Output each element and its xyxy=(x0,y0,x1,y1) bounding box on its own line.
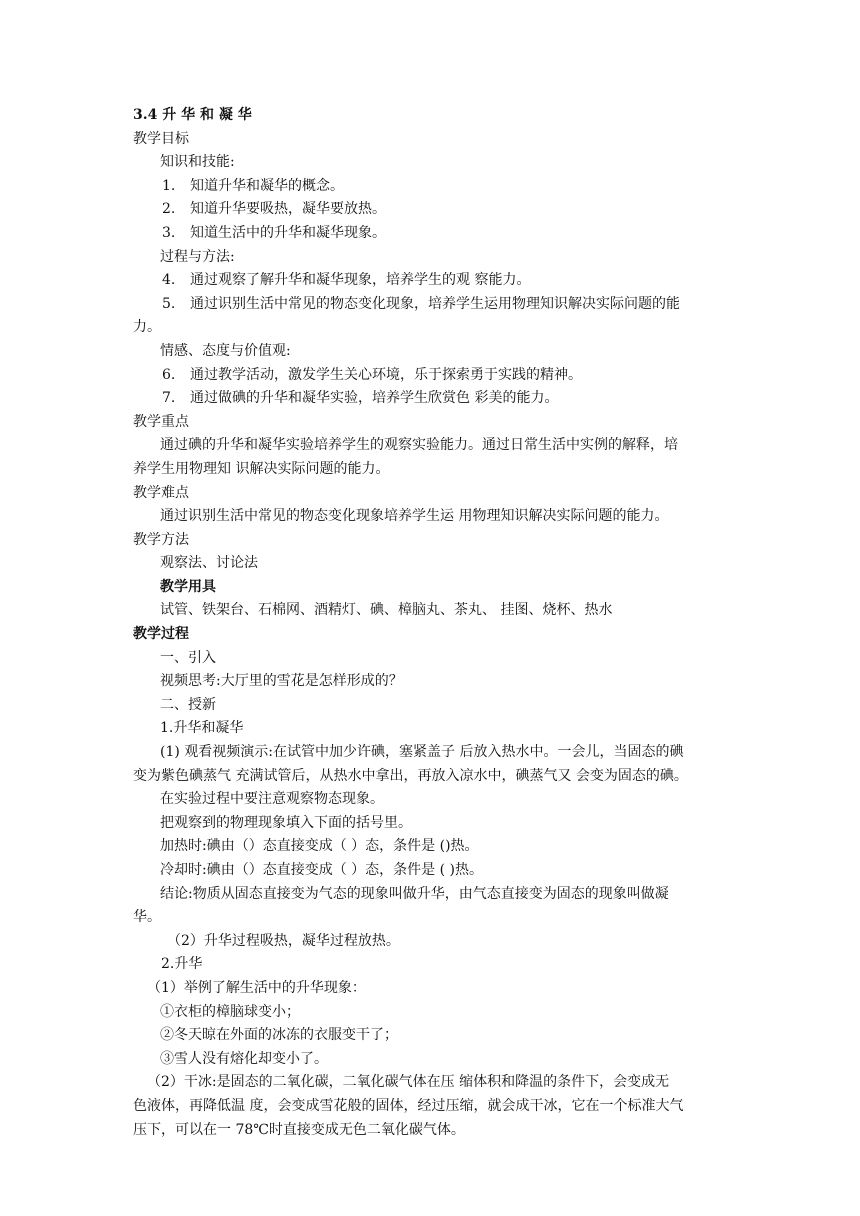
paragraph: 把观察到的物理现象填入下面的括号里。 xyxy=(160,814,412,831)
paragraph: （2）升华过程吸热，凝华过程放热。 xyxy=(167,932,400,949)
objectives-heading: 教学目标 xyxy=(133,130,189,147)
subsection-title: 1.升华和凝华 xyxy=(160,720,244,737)
paragraph: 在实验过程中要注意观察物态现象。 xyxy=(160,791,384,808)
paragraph: （1）举例了解生活中的升华现象： xyxy=(147,979,366,996)
heating-line: 加热时:碘由（）态直接变成（ ）态，条件是 ()热。 xyxy=(160,838,479,855)
list-item: 3. 知道生活中的升华和凝华现象。 xyxy=(162,224,386,241)
paragraph: (1) 观看视频演示:在试管中加少许碘，塞紧盖子 后放入热水中。一会儿，当固态的碘 xyxy=(160,744,684,761)
methods-text: 观察法、讨论法 xyxy=(160,555,258,572)
list-item: ②冬天晾在外面的冰冻的衣服变干了； xyxy=(160,1027,398,1044)
intro-text: 视频思考:大厅里的雪花是怎样形成的？ xyxy=(160,673,403,690)
emotion-heading: 情感、态度与价值观: xyxy=(160,342,291,359)
cooling-line: 冷却时:碘由（）态直接变成（ ）态，条件是 ( )热。 xyxy=(160,862,483,878)
document-body xyxy=(133,104,733,1142)
list-item-continuation: 力。 xyxy=(133,319,161,336)
list-item: 4. 通过观察了解升华和凝华现象，培养学生的观 察能力。 xyxy=(162,272,531,289)
difficulty-text: 通过识别生活中常见的物态变化现象培养学生运 用物理知识解决实际问题的能力。 xyxy=(160,508,669,525)
list-item: 5. 通过识别生活中常见的物态变化现象，培养学生运用物理知识解决实际问题的能 xyxy=(162,295,680,312)
conclusion: 结论:物质从固态直接变为气态的现象叫做升华，由气态直接变为固态的现象叫做凝 xyxy=(160,885,669,902)
key-points-text: 通过碘的升华和凝华实验培养学生的观察实验能力。通过日常生活中实例的解释，培 xyxy=(160,437,678,454)
dry-ice-paragraph: （2）干冰:是固态的二氧化碳，二氧化碳气体在压 缩体积和降温的条件下，会变成无 xyxy=(147,1074,670,1091)
intro-heading: 一、引入 xyxy=(160,649,216,666)
new-heading: 二、授新 xyxy=(160,696,216,713)
tools-text: 试管、铁架台、石棉网、酒精灯、碘、樟脑丸、茶丸、 挂图、烧杯、热水 xyxy=(160,602,613,619)
methods-heading: 教学方法 xyxy=(133,531,189,548)
process-heading: 过程与方法: xyxy=(160,248,235,265)
knowledge-heading: 知识和技能: xyxy=(160,154,235,171)
paragraph-cont: 变为紫色碘蒸气 充满试管后，从热水中拿出，再放入凉水中，碘蒸气又 会变为固态的碘。 xyxy=(133,767,688,784)
list-item: 6. 通过教学活动，激发学生关心环境，乐于探索勇于实践的精神。 xyxy=(162,366,582,383)
subsection-title: 2.升华 xyxy=(161,956,203,973)
conclusion-cont: 华。 xyxy=(133,909,161,926)
dry-ice-paragraph-cont: 色液体，再降低温 度，会变成雪花般的固体，经过压缩，就会成干冰，它在一个标准大气 xyxy=(133,1097,684,1114)
list-item: 2. 知道升华要吸热，凝华要放热。 xyxy=(162,201,386,218)
list-item: ①衣柜的樟脑球变小； xyxy=(160,1003,300,1020)
list-item: 7. 通过做碘的升华和凝华实验，培养学生欣赏色 彩美的能力。 xyxy=(162,390,559,407)
lesson-title: 3.4 升 华 和 凝 华 xyxy=(133,107,252,123)
key-points-heading: 教学重点 xyxy=(133,413,189,430)
tools-heading: 教学用具 xyxy=(160,578,216,595)
list-item: 1. 知道升华和凝华的概念。 xyxy=(162,177,344,194)
key-points-text-cont: 养学生用物理知 识解决实际问题的能力。 xyxy=(133,460,390,477)
dry-ice-paragraph-cont: 压下，可以在一 78℃时直接变成无色二氧化碳气体。 xyxy=(133,1121,465,1138)
difficulty-heading: 教学难点 xyxy=(133,484,189,501)
process-section-heading: 教学过程 xyxy=(133,626,189,643)
list-item: ③雪人没有熔化却变小了。 xyxy=(160,1050,328,1067)
